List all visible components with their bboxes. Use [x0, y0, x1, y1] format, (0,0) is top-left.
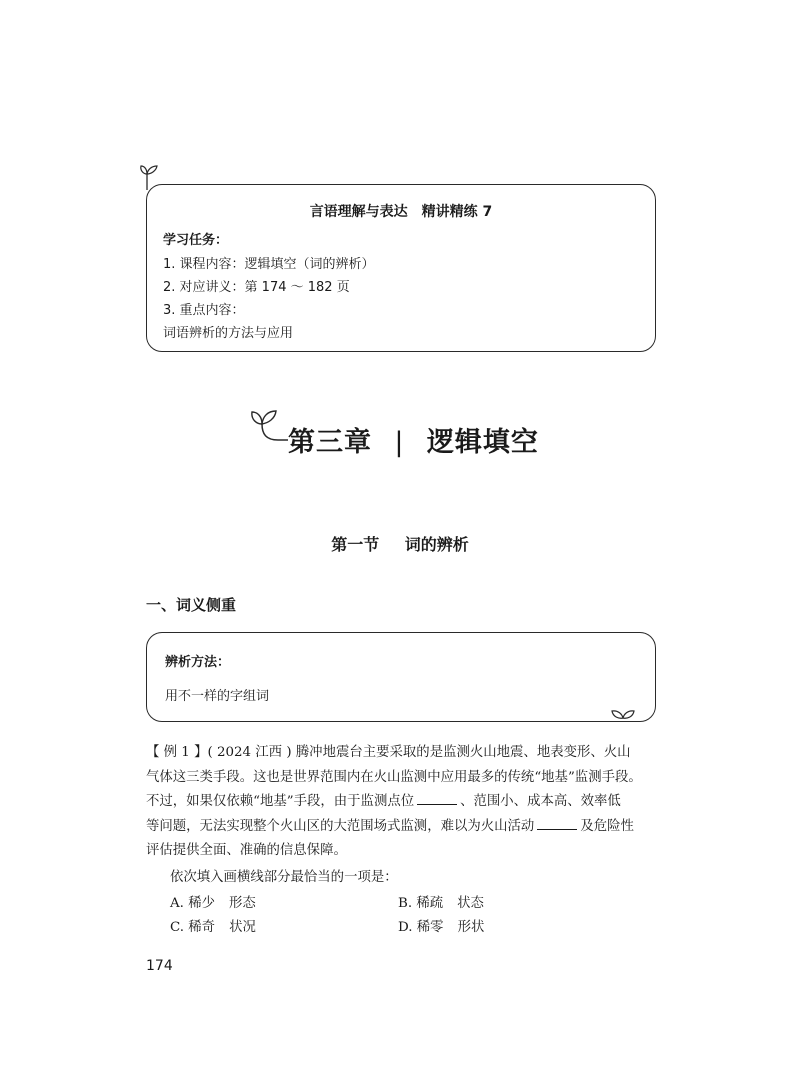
option-a[interactable] [170, 892, 256, 911]
option-c-word-2: 状况 [229, 920, 256, 935]
option-d-letter: D. [398, 920, 413, 935]
passage-line-4a: 等问题，无法实现整个火山区的大范围场式监测，难以为火山活动 [146, 818, 535, 834]
option-b-word-1: 稀疏 [416, 896, 444, 911]
section-title: 词的辨析 [404, 535, 469, 554]
section-number: 第一节 [331, 535, 380, 554]
passage-line-3a: 不过，如果仅依赖“地基”手段，由于监测点位 [146, 794, 415, 809]
chapter-separator: | [394, 427, 405, 458]
example-passage [146, 741, 676, 864]
chapter-title: 逻辑填空 [426, 427, 539, 458]
option-a-word-2: 形态 [228, 896, 256, 911]
passage-line-3b: 、范围小、成本高、效率低 [460, 794, 621, 809]
blank-1 [417, 792, 457, 805]
option-c-letter: C. [170, 920, 185, 935]
task-heading: 学习任务： [163, 233, 229, 248]
method-content: 用不一样的字组词 [165, 689, 270, 704]
option-c-word-1: 稀奇 [188, 920, 216, 935]
option-b-word-2: 状态 [457, 896, 484, 911]
option-b[interactable] [398, 892, 484, 911]
passage-line-1: 【 例 1 】( 2024 江西 ) 腾冲地震台主要采取的是监测火山地震、地表变形、火山 [146, 745, 631, 760]
task-item-2: 2. 对应讲义：第 174 ～ 182 页 [163, 280, 350, 295]
section-heading [0, 532, 800, 555]
passage-line-2: 气体这三类手段。这也是世界范围内在火山监测中应用最多的传统“地基”监测手段。 [146, 769, 642, 785]
chapter-number: 第三章 [288, 427, 372, 458]
option-d-word-2: 形状 [457, 920, 485, 935]
passage-line-4b: 及危险性 [580, 818, 634, 834]
option-b-letter: B. [398, 896, 413, 911]
method-label: 辨析方法： [165, 655, 231, 670]
method-box [146, 632, 656, 722]
task-item-4: 词语辨析的方法与应用 [163, 326, 294, 341]
chapter-sprout-icon [248, 404, 290, 446]
learning-task-box [146, 184, 656, 352]
passage-line-5: 评估提供全面、准确的信息保障。 [146, 843, 347, 858]
task-item-1: 1. 课程内容：逻辑填空（词的辨析） [163, 257, 375, 272]
blank-2 [537, 817, 577, 830]
option-d[interactable] [398, 916, 484, 935]
passage-line-4 [146, 815, 676, 840]
option-a-word-1: 稀少 [188, 896, 215, 911]
option-d-word-1: 稀零 [416, 920, 444, 935]
subsection-heading: 一、词义侧重 [146, 596, 237, 614]
sprout-corner-icon [610, 706, 636, 722]
chapter-heading [288, 420, 539, 459]
option-c[interactable] [170, 916, 256, 935]
passage-line-3 [146, 790, 676, 815]
question-prompt: 依次填入画横线部分最恰当的一项是： [170, 870, 398, 885]
course-title: 言语理解与表达 精讲精练 7 [309, 204, 493, 220]
page-number: 174 [146, 958, 173, 974]
option-a-letter: A. [170, 896, 184, 911]
task-item-3: 3. 重点内容： [163, 303, 245, 318]
